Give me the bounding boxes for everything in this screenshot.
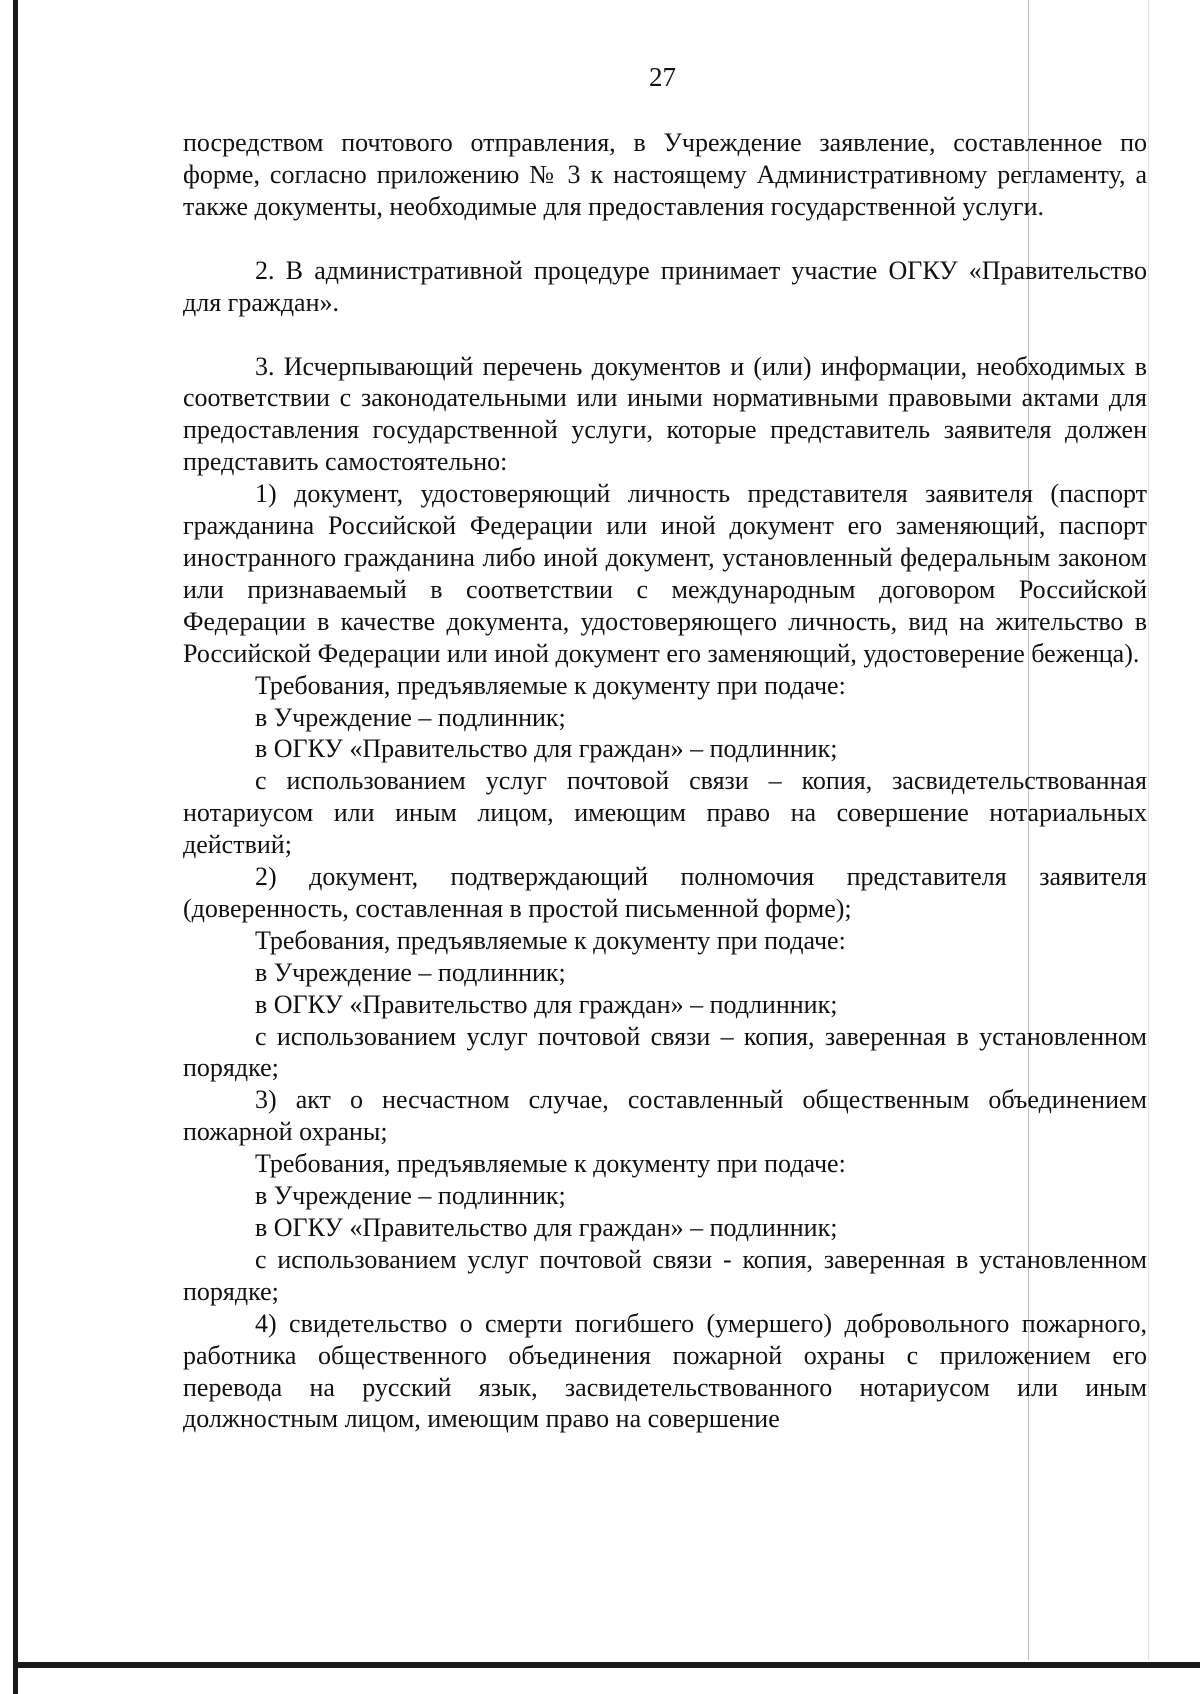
paragraph: Требования, предъявляемые к документу при подаче: <box>255 670 846 700</box>
scan-fold-line-secondary <box>1148 0 1149 1660</box>
paragraph: с использованием услуг почтовой связи – копия, заверенная в установленном порядке; <box>183 1021 1147 1083</box>
paragraph: в Учреждение – подлинник; <box>255 702 566 732</box>
paragraph: в ОГКУ «Правительство для граждан» – подлинник; <box>255 989 838 1019</box>
paragraph: 1) документ, удостоверяющий личность представителя заявителя (паспорт гражданина Российской Федерации или иной документ его заменяющий, паспорт иностранного гражданина либо иной документ, установленный федеральным законом или признаваемый в соответствии с международным договором Российской Федерации в качестве документа, удостоверяющего личность, вид на жительство в Российской Федерации или иной документ его заменяющий, удостоверение беженца). <box>183 479 1147 668</box>
paragraph: с использованием услуг почтовой связи – копия, засвидетельствованная нотариусом или иным лицом, имеющим право на совершение нотариальных действий; <box>183 766 1147 860</box>
paragraph: посредством почтового отправления, в Учреждение заявление, составленное по форме, согласно приложению № 3 к настоящему Административному регламенту, а также документы, необходимые для предоставления государственной услуги. <box>183 128 1147 221</box>
paragraph: в Учреждение – подлинник; <box>255 957 566 987</box>
paragraph: в ОГКУ «Правительство для граждан» – подлинник; <box>255 1213 838 1242</box>
page-number: 27 <box>649 62 676 92</box>
scan-bottom-edge <box>13 1662 1200 1668</box>
document-body <box>183 127 1147 1435</box>
paragraph: в ОГКУ «Правительство для граждан» – подлинник; <box>255 734 838 764</box>
paragraph: 3) акт о несчастном случае, составленный общественным объединением пожарной охраны; <box>183 1085 1147 1147</box>
paragraph: в Учреждение – подлинник; <box>255 1181 566 1211</box>
paragraph: 2) документ, подтверждающий полномочия представителя заявителя (доверенность, составленная в простой письменной форме); <box>183 862 1147 923</box>
scan-left-edge <box>13 0 18 1694</box>
paragraph: с использованием услуг почтовой связи - копия, заверенная в установленном порядке; <box>183 1244 1147 1306</box>
paragraph: 2. В административной процедуре принимает участие ОГКУ «Правительство для граждан». <box>183 255 1147 317</box>
paragraph: 3. Исчерпывающий перечень документов и (или) информации, необходимых в соответствии с законодательными или иными нормативными правовыми актами для предоставления государственной услуги, которые представитель заявителя должен представить самостоятельно: <box>183 351 1147 477</box>
paragraph: 4) свидетельство о смерти погибшего (умершего) добровольного пожарного, работника общественного объединения пожарной охраны с приложением его перевода на русский язык, засвидетельствованного нотариусом или иным должностным лицом, имеющим право на совершение <box>183 1308 1147 1434</box>
paragraph: Требования, предъявляемые к документу при подаче: <box>255 925 846 955</box>
paragraph: Требования, предъявляемые к документу при подаче: <box>255 1149 846 1179</box>
